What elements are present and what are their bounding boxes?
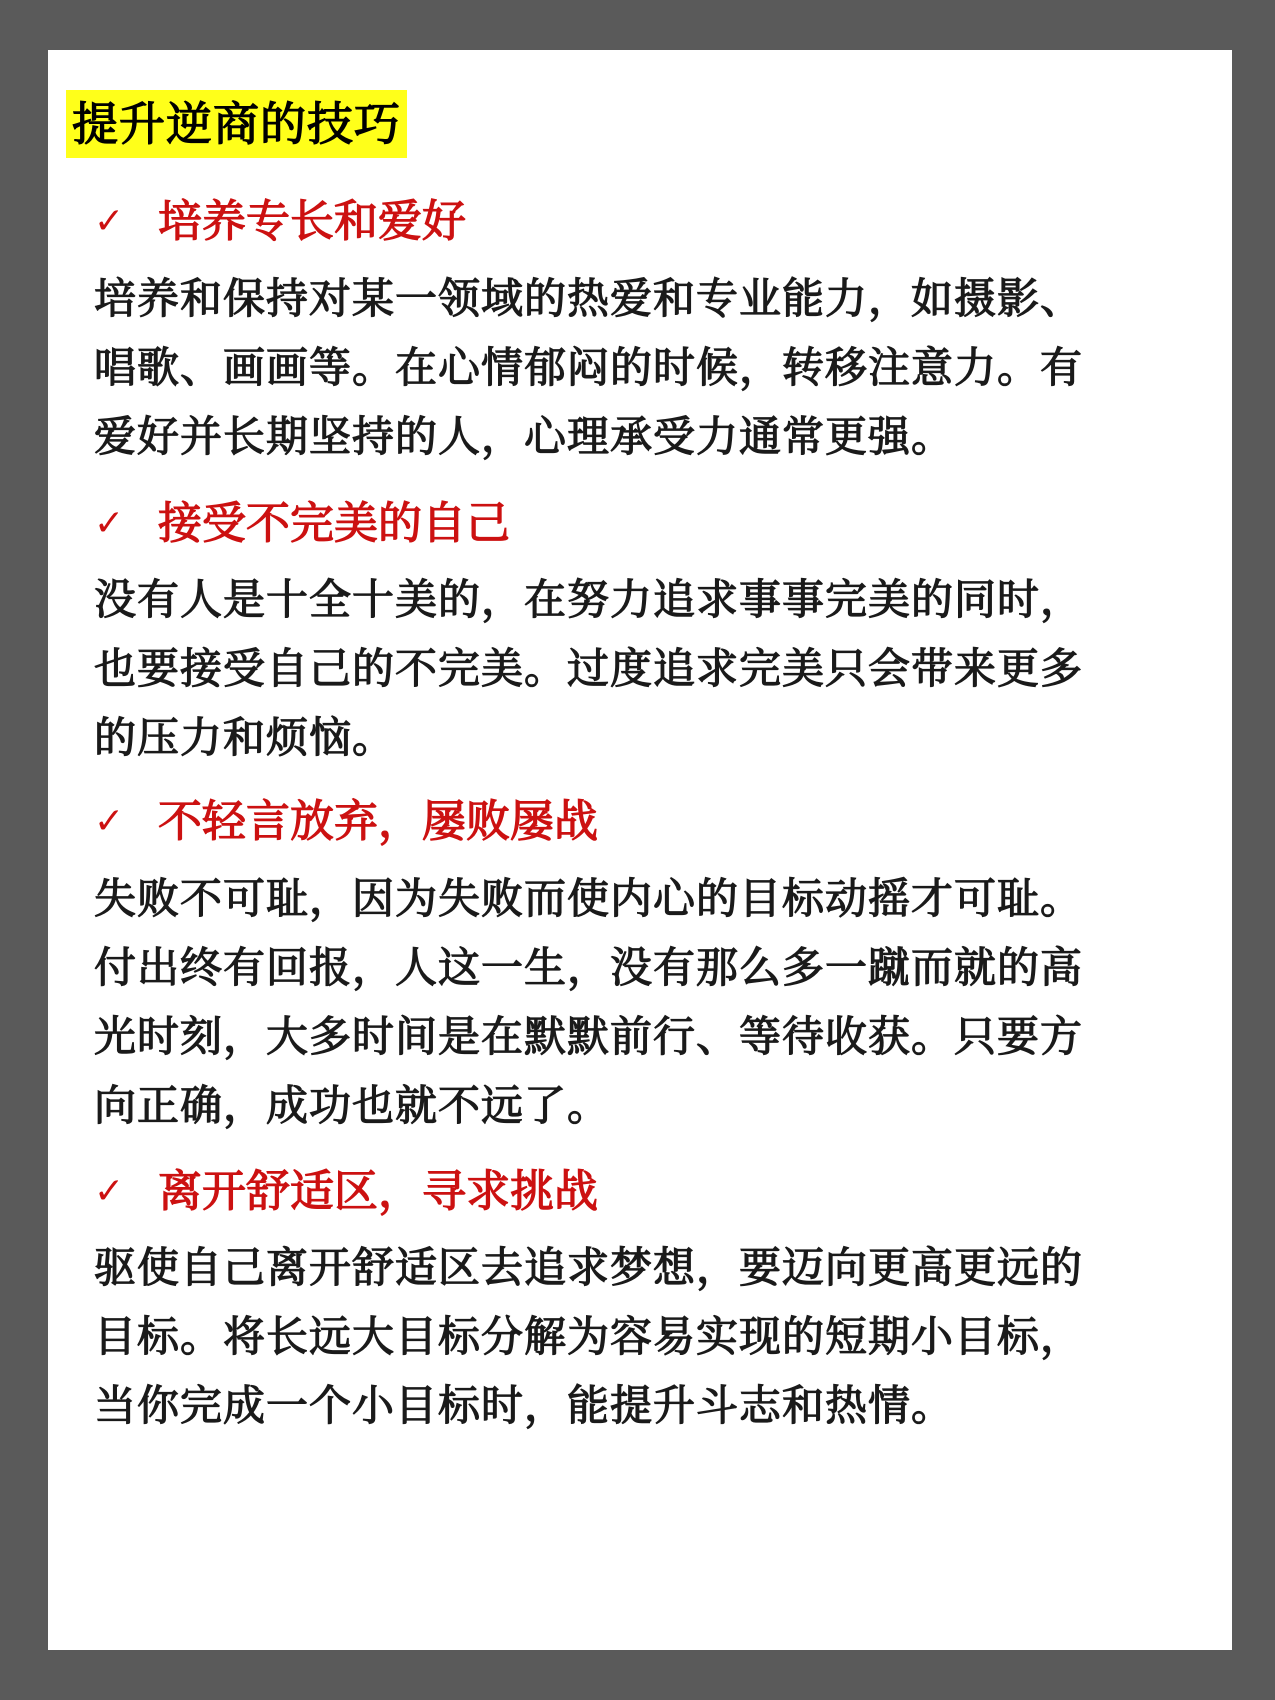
body-line: 付出终有回报，人这一生，没有那么多一蹴而就的高 — [94, 943, 1084, 992]
section-body-3 — [94, 864, 1210, 1140]
check-icon: ✓ — [94, 201, 125, 242]
section-heading-text: 不轻言放弃，屡败屡战 — [158, 796, 598, 847]
body-line: 唱歌、画画等。在心情郁闷的时候，转移注意力。有 — [94, 343, 1084, 392]
section-heading-text: 离开舒适区，寻求挑战 — [158, 1166, 598, 1217]
section-body-4 — [94, 1233, 1210, 1440]
check-icon: ✓ — [94, 801, 125, 842]
body-line: 培养和保持对某一领域的热爱和专业能力，如摄影、 — [94, 274, 1084, 323]
body-line: 没有人是十全十美的，在努力追求事事完美的同时， — [94, 575, 1084, 624]
body-line: 当你完成一个小目标时，能提升斗志和热情。 — [94, 1381, 955, 1430]
page-title: 提升逆商的技巧 — [72, 97, 401, 151]
section-heading-text: 培养专长和爱好 — [158, 196, 466, 247]
section-body-2 — [94, 565, 1210, 772]
title-highlight — [66, 90, 407, 158]
body-line: 失败不可耻，因为失败而使内心的目标动摇才可耻。 — [94, 874, 1084, 923]
section-heading-text: 接受不完美的自己 — [158, 498, 510, 549]
body-line: 目标。将长远大目标分解为容易实现的短期小目标， — [94, 1312, 1084, 1361]
section-body-1 — [94, 264, 1210, 471]
check-icon: ✓ — [94, 1171, 125, 1212]
body-line: 爱好并长期坚持的人，心理承受力通常更强。 — [94, 412, 955, 461]
document-page — [48, 50, 1232, 1650]
section-heading-2 — [94, 498, 510, 549]
body-line: 驱使自己离开舒适区去追求梦想，要迈向更高更远的 — [94, 1243, 1084, 1292]
section-heading-1 — [94, 196, 466, 247]
section-heading-3 — [94, 796, 598, 847]
section-heading-4 — [94, 1166, 598, 1217]
body-line: 光时刻，大多时间是在默默前行、等待收获。只要方 — [94, 1012, 1084, 1061]
body-line: 向正确，成功也就不远了。 — [94, 1081, 611, 1130]
check-icon: ✓ — [94, 503, 125, 544]
body-line: 的压力和烦恼。 — [94, 713, 396, 762]
body-line: 也要接受自己的不完美。过度追求完美只会带来更多 — [94, 644, 1084, 693]
